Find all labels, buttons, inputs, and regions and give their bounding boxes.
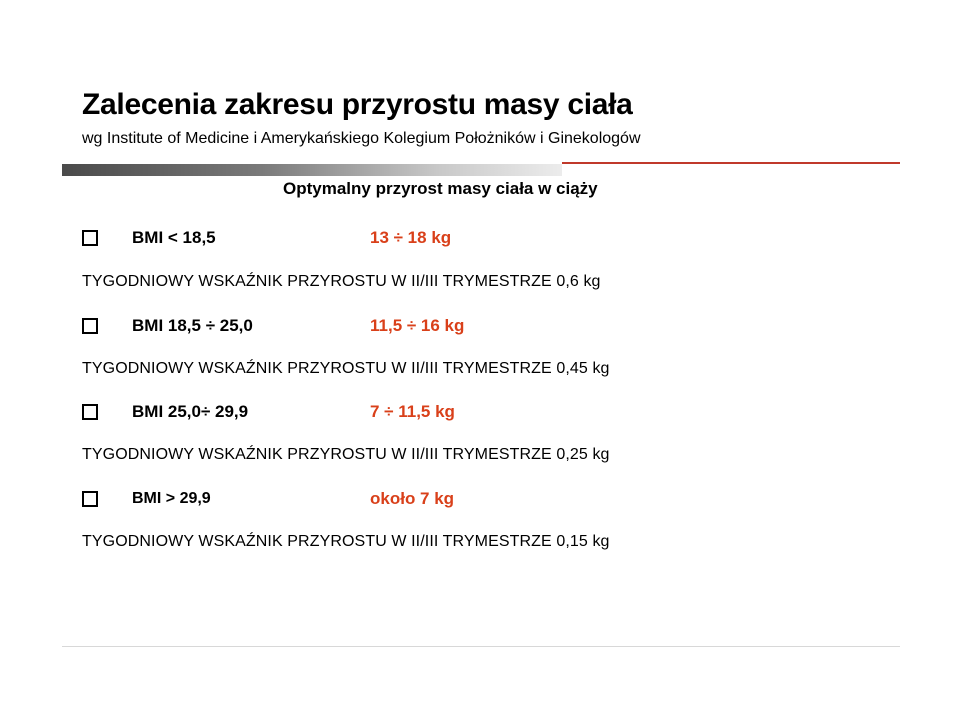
header-divider — [62, 160, 900, 176]
weight-gain-range: 11,5 ÷ 16 kg — [370, 316, 465, 335]
footer-divider — [62, 646, 900, 647]
weight-gain-range: około 7 kg — [370, 489, 455, 508]
divider-gradient-bar — [62, 164, 562, 176]
weekly-rate: TYGODNIOWY WSKAŹNIK PRZYROSTU W II/III TRYMESTRZE 0,15 kg — [82, 533, 610, 550]
column-header: Optymalny przyrost masy ciała w ciąży — [283, 179, 598, 198]
weight-gain-range: 7 ÷ 11,5 kg — [370, 402, 455, 421]
bmi-range: BMI > 29,9 — [132, 490, 211, 507]
bmi-range: BMI 18,5 ÷ 25,0 — [132, 316, 253, 335]
checkbox-bullet-icon — [82, 491, 98, 507]
page-subtitle: wg Institute of Medicine i Amerykańskiego Kolegium Położników i Ginekologów — [82, 130, 641, 147]
bmi-range: BMI < 18,5 — [132, 228, 216, 247]
checkbox-bullet-icon — [82, 404, 98, 420]
checkbox-bullet-icon — [82, 230, 98, 246]
weight-gain-range: 13 ÷ 18 kg — [370, 228, 452, 247]
page-title: Zalecenia zakresu przyrostu masy ciała — [82, 88, 633, 121]
weekly-rate: TYGODNIOWY WSKAŹNIK PRZYROSTU W II/III TRYMESTRZE 0,6 kg — [82, 273, 601, 290]
checkbox-bullet-icon — [82, 318, 98, 334]
bmi-range: BMI 25,0÷ 29,9 — [132, 402, 249, 421]
weekly-rate: TYGODNIOWY WSKAŹNIK PRZYROSTU W II/III TRYMESTRZE 0,45 kg — [82, 360, 610, 377]
divider-red-line — [562, 162, 900, 164]
weekly-rate: TYGODNIOWY WSKAŹNIK PRZYROSTU W II/III TRYMESTRZE 0,25 kg — [82, 446, 610, 463]
